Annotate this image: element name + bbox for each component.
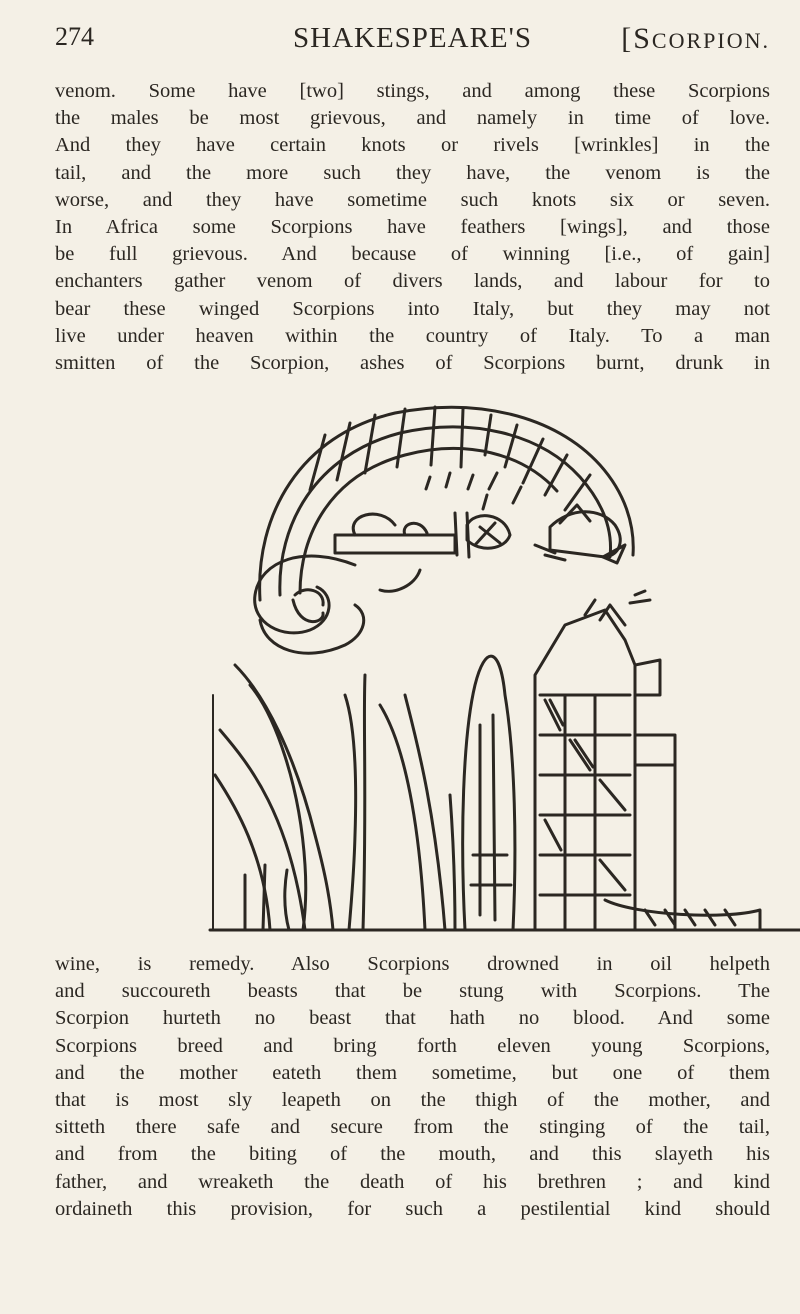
text-line: wine, is remedy. Also Scorpions drowned in oil helpeth <box>55 953 770 975</box>
text-line: worse, and they have sometime such knots six or seven. <box>55 188 770 211</box>
section-initial: S <box>633 22 652 55</box>
text-line: Scorpions breed and bring forth eleven young Scorpions, <box>55 1034 770 1057</box>
scorpion-tail-curl <box>255 556 355 633</box>
text-line: and from the biting of the mouth, and this slayeth his <box>55 1143 770 1166</box>
text-line: And they have certain knots or rivels [wrinkles] in the <box>55 134 770 157</box>
central-mound <box>463 656 515 930</box>
text-line: that is most sly leapeth on the thigh of the mother, and <box>55 1089 770 1112</box>
page-number: 274 <box>55 22 94 51</box>
section-bracket: [ <box>621 22 634 55</box>
text-line: sitteth there safe and secure from the stinging of the tail, <box>55 1116 770 1139</box>
text-line: bear these winged Scorpions into Italy, but they may not <box>55 297 770 320</box>
text-line: ordaineth this provision, for such a pestilential kind should <box>55 1197 770 1220</box>
text-line: live under heaven within the country of Italy. To a man <box>55 324 770 347</box>
paragraph-bottom <box>55 951 770 1223</box>
scorpion-woodcut-illustration <box>205 395 800 940</box>
text-line: Scorpion hurteth no beast that hath no blood. And some <box>55 1007 770 1030</box>
text-line: In Africa some Scorpions have feathers [wings], and those <box>55 216 770 239</box>
text-line: tail, and the more such they have, the venom is the <box>55 161 770 184</box>
text-line: the males be most grievous, and namely in time of love. <box>55 107 770 130</box>
running-title: SHAKESPEARE'S <box>293 22 532 54</box>
text-line: enchanters gather venom of divers lands, and labour for to <box>55 270 770 293</box>
section-rest: CORPION. <box>651 28 770 53</box>
text-line: and succoureth beasts that be stung with Scorpions. The <box>55 980 770 1003</box>
section-title <box>621 22 770 56</box>
paragraph-top <box>55 78 770 377</box>
text-line: father, and wreaketh the death of his brethren ; and kind <box>55 1170 770 1193</box>
page-header <box>55 22 770 56</box>
text-line: venom. Some have [two] stings, and among these Scorpions <box>55 80 770 102</box>
text-line: be full grievous. And because of winning [i.e., of gain] <box>55 243 770 266</box>
text-line: smitten of the Scorpion, ashes of Scorpions burnt, drunk in <box>55 352 770 375</box>
text-line: and the mother eateth them sometime, but one of them <box>55 1061 770 1084</box>
